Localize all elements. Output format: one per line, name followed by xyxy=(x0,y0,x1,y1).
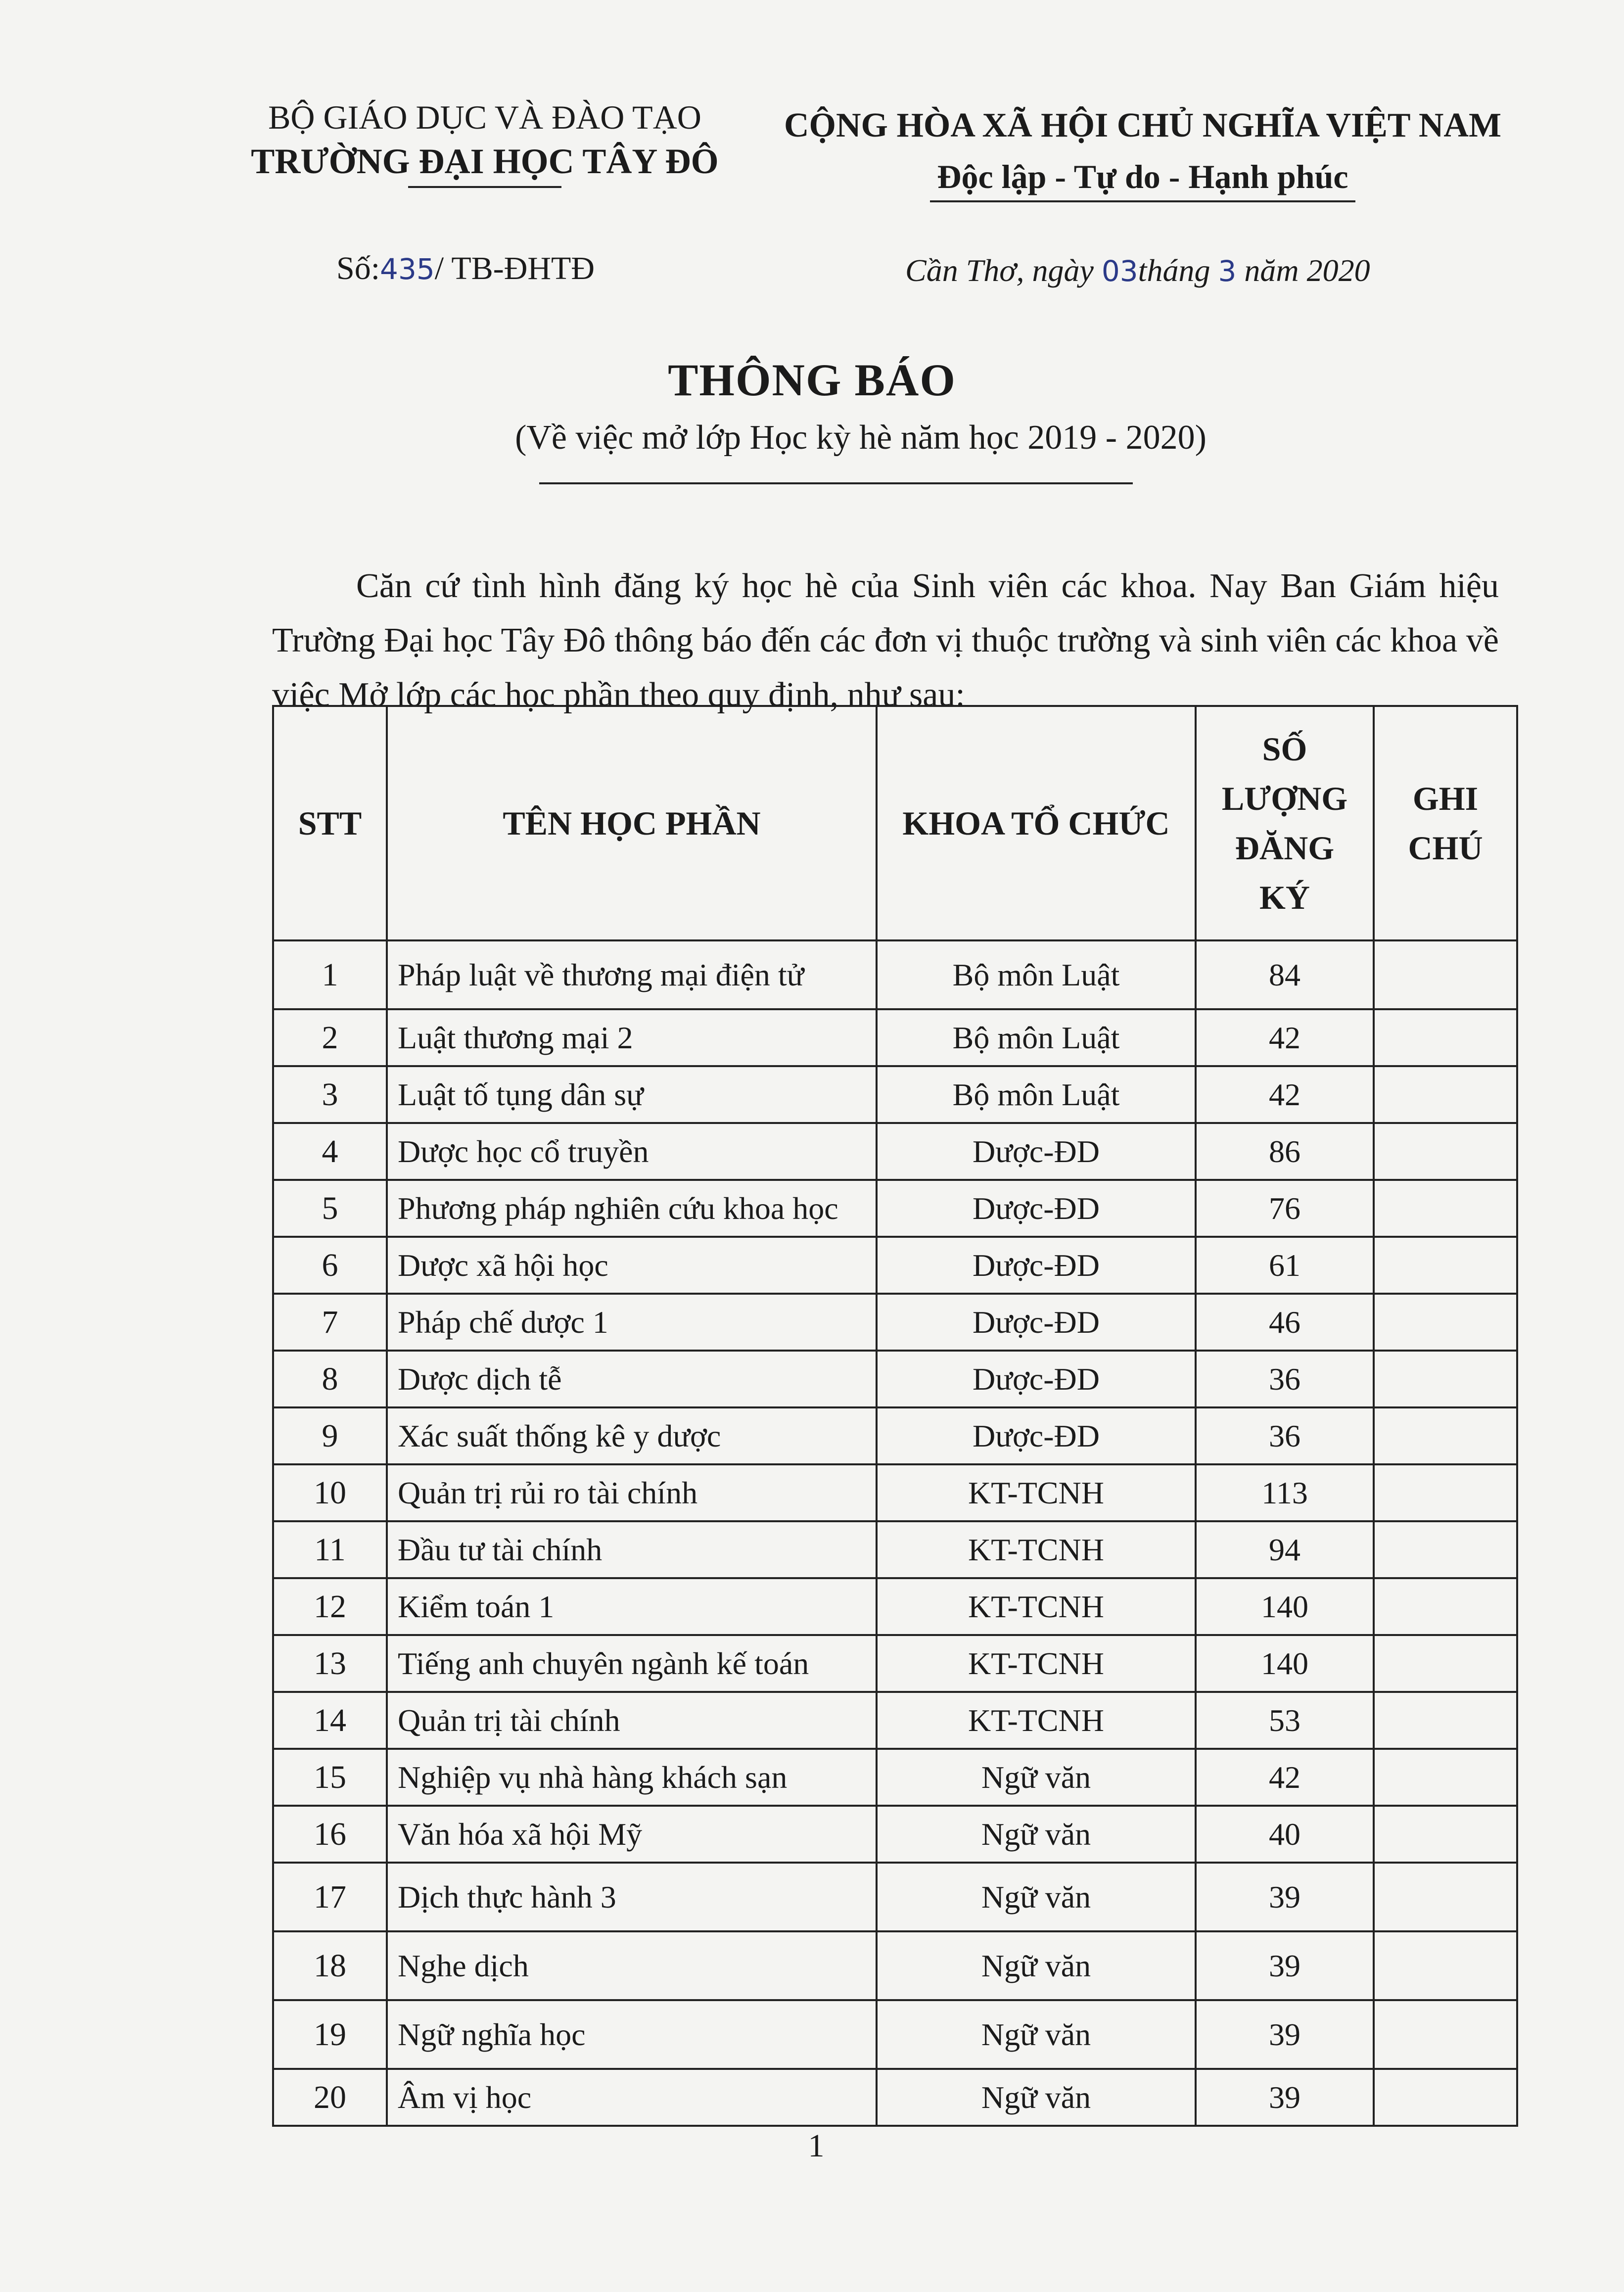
row-department: Ngữ văn xyxy=(877,1863,1196,1931)
table-row xyxy=(273,1863,1517,1931)
row-department: Dược-ĐD xyxy=(877,1407,1196,1464)
row-registration-count: 86 xyxy=(1196,1123,1374,1180)
ministry-name: BỘ GIÁO DỤC VÀ ĐÀO TẠO xyxy=(268,98,701,136)
date-line xyxy=(905,252,1370,289)
row-course-name: Xác suất thống kê y dược xyxy=(387,1407,877,1464)
row-stt: 1 xyxy=(273,940,387,1009)
row-note xyxy=(1374,1009,1517,1066)
row-registration-count: 36 xyxy=(1196,1351,1374,1407)
row-course-name: Quản trị tài chính xyxy=(387,1692,877,1749)
row-department: Dược-ĐD xyxy=(877,1180,1196,1237)
date-place: Cần Thơ, ngày xyxy=(905,253,1102,288)
row-course-name: Âm vị học xyxy=(387,2069,877,2126)
row-course-name: Luật thương mại 2 xyxy=(387,1009,877,1066)
row-note xyxy=(1374,1407,1517,1464)
table-row xyxy=(273,1931,1517,2000)
row-stt: 17 xyxy=(273,1863,387,1931)
number-suffix: / TB-ĐHTĐ xyxy=(434,250,595,286)
row-department: Bộ môn Luật xyxy=(877,1009,1196,1066)
table-row xyxy=(273,2069,1517,2126)
table-row xyxy=(273,1123,1517,1180)
row-course-name: Ngữ nghĩa học xyxy=(387,2000,877,2069)
row-course-name: Đầu tư tài chính xyxy=(387,1521,877,1578)
row-department: Dược-ĐD xyxy=(877,1351,1196,1407)
course-table xyxy=(272,705,1518,2127)
row-stt: 8 xyxy=(273,1351,387,1407)
row-course-name: Pháp chế dược 1 xyxy=(387,1294,877,1351)
row-registration-count: 40 xyxy=(1196,1806,1374,1863)
row-course-name: Dược học cổ truyền xyxy=(387,1123,877,1180)
row-registration-count: 42 xyxy=(1196,1066,1374,1123)
school-name: TRƯỜNG ĐẠI HỌC TÂY ĐÔ xyxy=(251,141,719,181)
row-department: Ngữ văn xyxy=(877,1749,1196,1806)
header-right-underline xyxy=(930,200,1355,202)
row-stt: 12 xyxy=(273,1578,387,1635)
row-registration-count: 46 xyxy=(1196,1294,1374,1351)
row-department: Dược-ĐD xyxy=(877,1294,1196,1351)
row-stt: 2 xyxy=(273,1009,387,1066)
row-note xyxy=(1374,1749,1517,1806)
row-note xyxy=(1374,2000,1517,2069)
table-row xyxy=(273,2000,1517,2069)
row-registration-count: 61 xyxy=(1196,1237,1374,1294)
row-registration-count: 53 xyxy=(1196,1692,1374,1749)
row-stt: 9 xyxy=(273,1407,387,1464)
row-department: KT-TCNH xyxy=(877,1635,1196,1692)
date-month-label: tháng xyxy=(1138,253,1218,288)
row-note xyxy=(1374,1294,1517,1351)
row-course-name: Nghiệp vụ nhà hàng khách sạn xyxy=(387,1749,877,1806)
motto: Độc lập - Tự do - Hạnh phúc xyxy=(937,158,1348,195)
row-stt: 4 xyxy=(273,1123,387,1180)
row-course-name: Pháp luật về thương mại điện tử xyxy=(387,940,877,1009)
row-note xyxy=(1374,1578,1517,1635)
row-course-name: Văn hóa xã hội Mỹ xyxy=(387,1806,877,1863)
row-department: Ngữ văn xyxy=(877,2000,1196,2069)
row-course-name: Quản trị rủi ro tài chính xyxy=(387,1464,877,1521)
row-course-name: Dịch thực hành 3 xyxy=(387,1863,877,1931)
row-registration-count: 84 xyxy=(1196,940,1374,1009)
row-registration-count: 140 xyxy=(1196,1578,1374,1635)
table-row xyxy=(273,1407,1517,1464)
document-title: THÔNG BÁO xyxy=(668,355,956,405)
row-registration-count: 94 xyxy=(1196,1521,1374,1578)
date-year: năm 2020 xyxy=(1236,253,1370,288)
table-row xyxy=(273,1635,1517,1692)
row-stt: 20 xyxy=(273,2069,387,2126)
nation-name: CỘNG HÒA XÃ HỘI CHỦ NGHĨA VIỆT NAM xyxy=(784,106,1502,144)
table-row xyxy=(273,1521,1517,1578)
row-stt: 5 xyxy=(273,1180,387,1237)
header-stt: STT xyxy=(273,706,387,940)
table-row xyxy=(273,940,1517,1009)
row-note xyxy=(1374,1066,1517,1123)
row-registration-count: 39 xyxy=(1196,2069,1374,2126)
row-registration-count: 140 xyxy=(1196,1635,1374,1692)
row-stt: 7 xyxy=(273,1294,387,1351)
row-registration-count: 39 xyxy=(1196,1931,1374,2000)
table-row xyxy=(273,1464,1517,1521)
row-note xyxy=(1374,940,1517,1009)
row-stt: 14 xyxy=(273,1692,387,1749)
row-registration-count: 39 xyxy=(1196,2000,1374,2069)
header-note: GHI CHÚ xyxy=(1374,706,1517,940)
table-row xyxy=(273,1351,1517,1407)
row-stt: 13 xyxy=(273,1635,387,1692)
row-course-name: Luật tố tụng dân sự xyxy=(387,1066,877,1123)
header-left xyxy=(213,99,757,188)
row-course-name: Dược xã hội học xyxy=(387,1237,877,1294)
row-stt: 16 xyxy=(273,1806,387,1863)
table-body xyxy=(273,940,1517,2126)
row-department: KT-TCNH xyxy=(877,1578,1196,1635)
row-note xyxy=(1374,1180,1517,1237)
row-course-name: Dược dịch tễ xyxy=(387,1351,877,1407)
table-row xyxy=(273,1180,1517,1237)
table-row xyxy=(273,1806,1517,1863)
row-note xyxy=(1374,1931,1517,2000)
row-registration-count: 42 xyxy=(1196,1009,1374,1066)
row-note xyxy=(1374,1351,1517,1407)
row-department: Ngữ văn xyxy=(877,1931,1196,2000)
row-department: KT-TCNH xyxy=(877,1692,1196,1749)
table-row xyxy=(273,1009,1517,1066)
row-note xyxy=(1374,1237,1517,1294)
document-subtitle: (Về việc mở lớp Học kỳ hè năm học 2019 - 2020) xyxy=(515,419,1206,457)
table-row xyxy=(273,1294,1517,1351)
table-row xyxy=(273,1237,1517,1294)
row-course-name: Nghe dịch xyxy=(387,1931,877,2000)
row-department: Dược-ĐD xyxy=(877,1237,1196,1294)
row-stt: 19 xyxy=(273,2000,387,2069)
row-stt: 15 xyxy=(273,1749,387,1806)
row-stt: 11 xyxy=(273,1521,387,1578)
table-row xyxy=(273,1578,1517,1635)
page-number: 1 xyxy=(808,2128,825,2164)
title-underline xyxy=(539,482,1133,484)
handwritten-month: 3 xyxy=(1218,254,1237,288)
row-stt: 6 xyxy=(273,1237,387,1294)
header-registration-count: SỐ LƯỢNG ĐĂNG KÝ xyxy=(1196,706,1374,940)
document-number xyxy=(336,250,595,287)
row-department: KT-TCNH xyxy=(877,1464,1196,1521)
row-note xyxy=(1374,1521,1517,1578)
row-course-name: Tiếng anh chuyên ngành kế toán xyxy=(387,1635,877,1692)
row-registration-count: 113 xyxy=(1196,1464,1374,1521)
number-prefix: Số: xyxy=(336,250,380,286)
header-department: KHOA TỔ CHỨC xyxy=(877,706,1196,940)
row-department: KT-TCNH xyxy=(877,1521,1196,1578)
row-stt: 3 xyxy=(273,1066,387,1123)
table-row xyxy=(273,1066,1517,1123)
table-header-row xyxy=(273,706,1517,940)
intro-paragraph: Căn cứ tình hình đăng ký học hè của Sinh viên các khoa. Nay Ban Giám hiệu Trường Đại học Tây Đô thông báo đến các đơn vị thuộc trường và sinh viên các khoa về việc Mở lớp các học phần theo quy định, như sau: xyxy=(272,567,1499,714)
row-registration-count: 39 xyxy=(1196,1863,1374,1931)
handwritten-number: 435 xyxy=(380,252,435,286)
row-registration-count: 42 xyxy=(1196,1749,1374,1806)
row-registration-count: 76 xyxy=(1196,1180,1374,1237)
row-course-name: Kiểm toán 1 xyxy=(387,1578,877,1635)
table-row xyxy=(273,1749,1517,1806)
row-department: Bộ môn Luật xyxy=(877,1066,1196,1123)
row-note xyxy=(1374,1806,1517,1863)
row-note xyxy=(1374,1464,1517,1521)
header-left-underline xyxy=(408,186,561,188)
row-department: Bộ môn Luật xyxy=(877,940,1196,1009)
row-registration-count: 36 xyxy=(1196,1407,1374,1464)
row-note xyxy=(1374,1635,1517,1692)
handwritten-day: 03 xyxy=(1101,254,1138,288)
row-course-name: Phương pháp nghiên cứu khoa học xyxy=(387,1180,877,1237)
row-department: Ngữ văn xyxy=(877,2069,1196,2126)
row-stt: 18 xyxy=(273,1931,387,2000)
row-note xyxy=(1374,1123,1517,1180)
row-stt: 10 xyxy=(273,1464,387,1521)
row-note xyxy=(1374,1692,1517,1749)
row-department: Ngữ văn xyxy=(877,1806,1196,1863)
header-right xyxy=(772,106,1514,202)
row-department: Dược-ĐD xyxy=(877,1123,1196,1180)
row-note xyxy=(1374,1863,1517,1931)
table-row xyxy=(273,1692,1517,1749)
header-course-name: TÊN HỌC PHẦN xyxy=(387,706,877,940)
row-note xyxy=(1374,2069,1517,2126)
